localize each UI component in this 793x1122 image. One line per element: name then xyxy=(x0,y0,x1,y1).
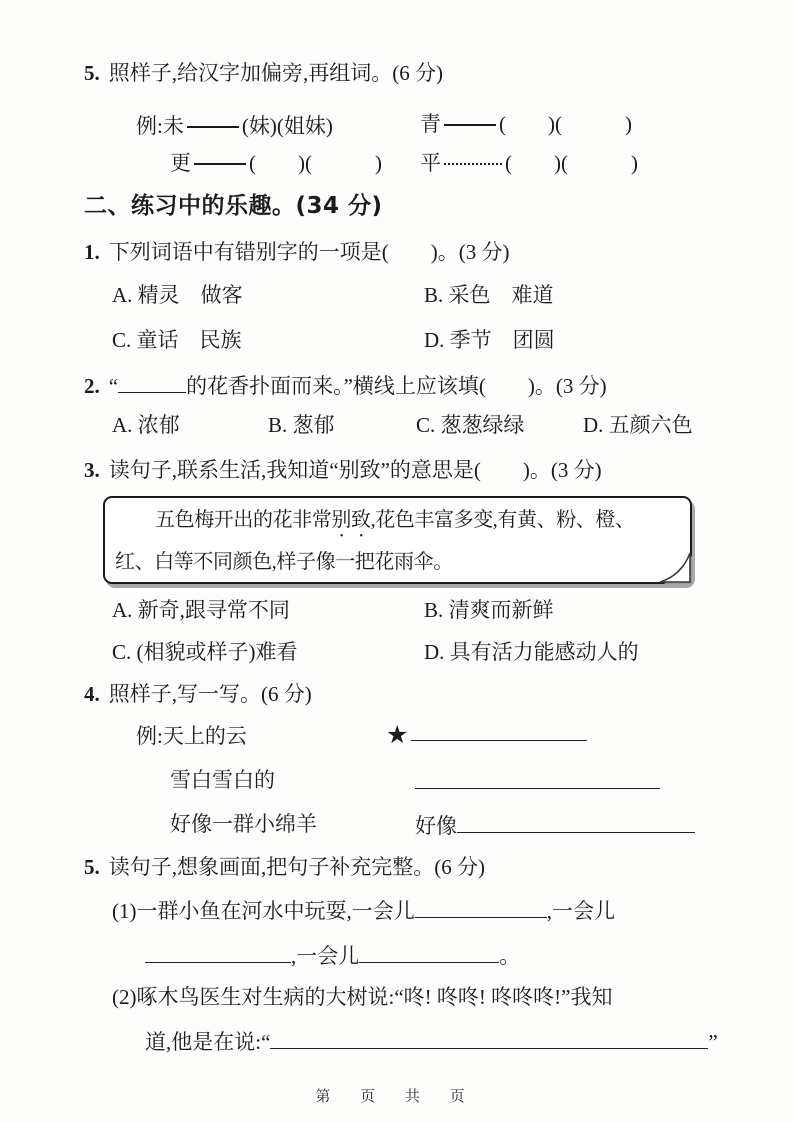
connector-line xyxy=(194,163,246,165)
q5-part1-number: 5. xyxy=(84,61,100,85)
fill-blank-line xyxy=(411,719,587,741)
q2-option-d: D. 五颜六色 xyxy=(583,413,693,437)
box-text-after: ,花色丰富多变,有黄、粉、橙、 xyxy=(370,509,635,531)
example-label: 例: xyxy=(136,114,163,138)
q4-answer3-prefix: 好像 xyxy=(415,814,457,839)
q5-part1-title: 照样子,给汉字加偏旁,再组词。(6 分) xyxy=(108,61,443,85)
q2-heading xyxy=(84,371,607,399)
emphasized-word: 别致 xyxy=(331,509,371,531)
quote-box-line2: 红、白等不同颜色,样子像一把花雨伞。 xyxy=(115,551,453,573)
q2-option-c: C. 葱葱绿绿 xyxy=(416,413,525,437)
q5-example-cell xyxy=(136,113,333,139)
q2-title: 的花香扑面而来。”横线上应该填( )。(3 分) xyxy=(186,374,607,399)
q5-item-geng xyxy=(170,150,382,176)
q5b-sub1-text-b: ,一会儿 xyxy=(546,899,615,924)
q5b-sub1-line2 xyxy=(145,941,520,969)
fill-blank-line xyxy=(415,767,660,789)
connector-line xyxy=(444,124,496,126)
q2-open-quote: “ xyxy=(108,374,119,399)
box-text-before: 五色梅开出的花非常 xyxy=(155,509,332,531)
answer-parens: ( )( ) xyxy=(505,151,638,175)
q3-option-b: B. 清爽而新鲜 xyxy=(424,598,554,622)
section2-heading: 二、练习中的乐趣。(34 分) xyxy=(84,193,383,219)
q4-heading xyxy=(84,681,312,707)
q1-option-b: B. 采色 难道 xyxy=(424,283,554,307)
fill-blank-line xyxy=(457,811,695,833)
q3-number: 3. xyxy=(84,458,100,482)
q1-option-a: A. 精灵 做客 xyxy=(112,283,243,307)
page-curl-decoration xyxy=(656,548,694,586)
q5b-title: 读句子,想象画面,把句子补充完整。(6 分) xyxy=(108,855,485,879)
item-char-geng: 更 xyxy=(170,151,191,175)
connector-line xyxy=(187,126,239,128)
page-footer: 第 页 共 页 xyxy=(315,1089,478,1105)
star-icon: ★ xyxy=(386,720,409,750)
q5-item-qing xyxy=(420,111,632,137)
q4-title: 照样子,写一写。(6 分) xyxy=(108,682,312,706)
fill-blank-line xyxy=(359,941,499,963)
fill-blank-line xyxy=(270,1027,708,1049)
q5b-number: 5. xyxy=(84,855,100,879)
fill-blank-line xyxy=(118,371,186,393)
q1-heading xyxy=(84,239,509,265)
q3-option-a: A. 新奇,跟寻常不同 xyxy=(112,598,290,622)
fill-blank-line xyxy=(145,941,291,963)
example-char: 未 xyxy=(162,114,184,138)
item-char-ping: 平 xyxy=(420,151,441,175)
answer-parens: ( )( ) xyxy=(499,112,632,136)
q3-option-c: C. (相貌或样子)难看 xyxy=(112,640,298,664)
q5b-sub1-text-c: ,一会儿 xyxy=(291,944,360,969)
q4-number: 4. xyxy=(84,682,100,706)
q1-number: 1. xyxy=(84,240,100,264)
item-char-qing: 青 xyxy=(420,112,441,136)
q5b-sub2-close-quote: ” xyxy=(708,1030,718,1055)
q4-answer-line2 xyxy=(415,767,660,795)
q5b-sub1-text-a: (1)一群小鱼在河水中玩耍,一会儿 xyxy=(112,899,415,924)
q5b-sub2-text-a: 道,他是在说:“ xyxy=(145,1030,271,1055)
q5b-sub2-line1: (2)啄木鸟医生对生病的大树说:“咚! 咚咚! 咚咚咚!”我知 xyxy=(112,985,613,1009)
answer-parens: ( )( ) xyxy=(249,151,382,175)
q1-title: 下列词语中有错别字的一项是( )。(3 分) xyxy=(108,240,510,264)
q4-example-line1 xyxy=(136,723,247,749)
q4-example-line3: 好像一群小绵羊 xyxy=(170,812,317,836)
q4-example-line2: 雪白雪白的 xyxy=(170,768,275,792)
q5-item-ping xyxy=(420,150,638,176)
q3-option-d: D. 具有活力能感动人的 xyxy=(424,640,639,664)
q4-answer-line1 xyxy=(386,719,587,750)
q1-option-d: D. 季节 团圆 xyxy=(424,328,555,352)
dotted-connector-line xyxy=(444,163,502,165)
quote-box-line1 xyxy=(105,500,690,542)
q3-heading xyxy=(84,457,602,483)
q5-part1-heading xyxy=(84,60,443,86)
q2-option-b: B. 葱郁 xyxy=(268,413,335,437)
q2-option-a: A. 浓郁 xyxy=(112,413,180,437)
example-answer: (妹)(姐妹) xyxy=(241,114,333,138)
q4-answer-line3 xyxy=(415,811,695,839)
q1-option-c: C. 童话 民族 xyxy=(112,328,242,352)
q4-example-text1: 天上的云 xyxy=(162,724,247,748)
q3-title: 读句子,联系生活,我知道“别致”的意思是( )。(3 分) xyxy=(108,458,602,482)
q5b-sub2-line2 xyxy=(145,1027,718,1055)
q2-number: 2. xyxy=(84,374,100,399)
q5b-sub1-line1 xyxy=(112,896,615,924)
q3-quote-box xyxy=(103,496,692,584)
example-label: 例: xyxy=(136,724,163,748)
q5b-sub1-period: 。 xyxy=(499,944,521,969)
fill-blank-line xyxy=(415,896,547,918)
q5b-heading xyxy=(84,854,485,880)
